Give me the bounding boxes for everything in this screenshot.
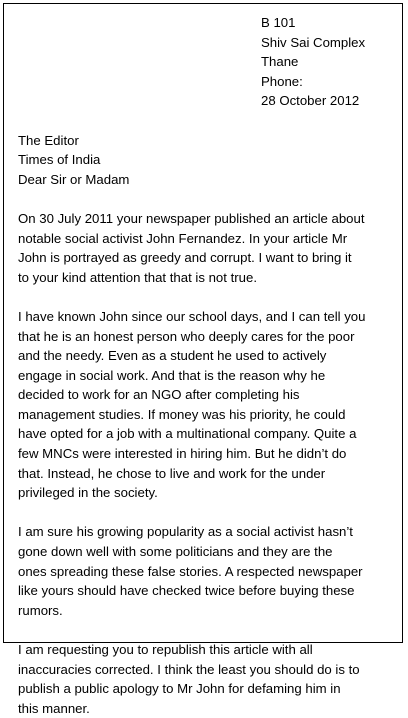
body-paragraph-1: On 30 July 2011 your newspaper published an article about notable social activist John Fernandez. In your article Mr John is portrayed as greedy and corrupt. I want to bring it to your kind attention that that is not true. — [18, 210, 365, 285]
recipient-block — [18, 131, 400, 190]
body-paragraph-2: I have known John since our school days, and I can tell you that he is an honest person who deeply cares for the poor and the needy. Even as a student he used to actively engage in social work. And that is the reason why he decided to work for an NGO after completing his management studies. If money was his priority, he could have opted for a job with a multinational company. Quite a few MNCs were interested in hiring him. But he didn’t do that. Instead, he chose to live and work for the under privileged in the society. — [18, 308, 366, 501]
recipient-title: The Editor — [18, 132, 79, 148]
address-line-flat: B 101 — [261, 15, 296, 30]
salutation: Dear Sir or Madam — [18, 171, 130, 187]
recipient-organization: Times of India — [18, 152, 101, 168]
address-line-city: Thane — [261, 54, 299, 70]
letter-page — [3, 3, 403, 716]
address-line-phone: Phone: — [261, 73, 303, 89]
letter-date: 28 October 2012 — [261, 93, 360, 109]
sender-address — [261, 13, 400, 111]
address-line-complex: Shiv Sai Complex — [261, 34, 366, 50]
body-paragraph-4: I am requesting you to republish this article with all inaccuracies corrected. I think the least you should do is to publish a public apology to Mr John for defaming him in this manner. — [18, 642, 360, 716]
letter-content — [18, 13, 400, 718]
body-paragraph-3: I am sure his growing popularity as a social activist hasn’t gone down well with some politicians and they are the ones spreading these false stories. A respected newspaper like yours should have checked twice before buying these rumors. — [18, 524, 363, 618]
